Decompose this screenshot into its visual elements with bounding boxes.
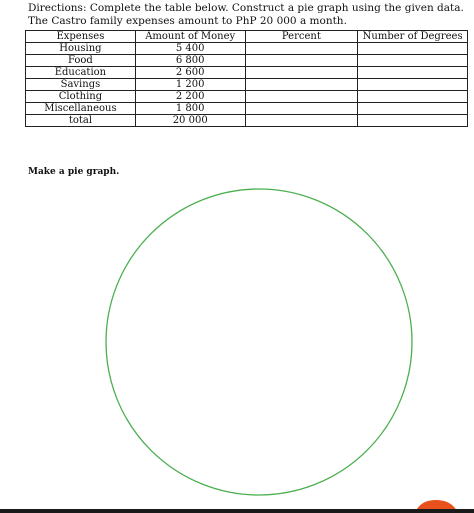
amount-cell: 2 200: [135, 91, 245, 103]
amount-cell: 5 400: [135, 43, 245, 55]
amount-cell: 20 000: [135, 115, 245, 127]
expense-cell: total: [26, 115, 136, 127]
amount-cell: 1 800: [135, 103, 245, 115]
amount-cell: 1 200: [135, 79, 245, 91]
header-amount: Amount of Money: [135, 31, 245, 43]
directions-line-2: The Castro family expenses amount to PhP 20 000 a month.: [28, 15, 347, 27]
empty-pie-circle: [106, 189, 412, 495]
expense-cell: Savings: [26, 79, 136, 91]
expense-cell: Housing: [26, 43, 136, 55]
expense-cell: Food: [26, 55, 136, 67]
header-percent: Percent: [245, 31, 358, 43]
expense-cell: Miscellaneous: [26, 103, 136, 115]
amount-cell: 2 600: [135, 67, 245, 79]
expense-cell: Education: [26, 67, 136, 79]
bottom-edge-bar: [0, 509, 474, 513]
header-degrees: Number of Degrees: [358, 31, 468, 43]
directions-line-1: Directions: Complete the table below. Construct a pie graph using the given data.: [28, 2, 464, 14]
expense-cell: Clothing: [26, 91, 136, 103]
amount-cell: 6 800: [135, 55, 245, 67]
pie-graph-label: Make a pie graph.: [28, 167, 120, 177]
header-expenses: Expenses: [26, 31, 136, 43]
